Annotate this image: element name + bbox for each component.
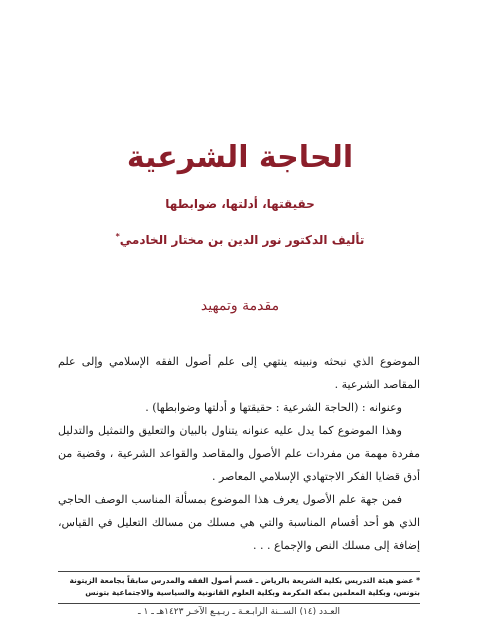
paragraph: فمن جهة علم الأصول يعرف هذا الموضوع بمسألة المناسب الوصف الحاجي الذي هو أحد أقسام المناسبة والتي هي مسلك من مسالك التعليل في القياس، إضافة إلى مسلك النص والإجماع . . . xyxy=(58,493,420,552)
paragraph: وعنوانه : (الحاجة الشرعية : حقيقتها و أدلتها وضوابطها) . xyxy=(145,401,402,414)
author-name: تأليف الدكتور نور الدين بن مختار الخادمي xyxy=(119,233,365,247)
body-text xyxy=(58,350,420,557)
page-footer: العـدد (١٤) الســنة الرابـعـة ـ ربـيـع الآخـر ١٤٢٣هـ ـ ١ ـ xyxy=(138,607,340,617)
footnote: * عضو هيئة التدريس بكلية الشريعة بالرياض ـ قسم أصول الفقه والمدرس سابقاً بجامعة الزيتونة بتونس، وبكلية المعلمين بمكة المكرمة وبكلية العلوم القانونية والسياسية والاجتماعية بتونس xyxy=(69,576,420,597)
paragraph: الموضوع الذي نبحثه ونبينه ينتهي إلى علم أصول الفقه الإسلامي وإلى علم المقاصد الشرعية . xyxy=(58,355,420,391)
section-heading: مقدمة وتمهيد xyxy=(200,298,280,314)
document-title: الحاجة الشرعية xyxy=(126,140,354,175)
author-footnote-mark: * xyxy=(115,232,120,241)
document-subtitle: حقيقتها، أدلتها، ضوابطها xyxy=(165,197,315,211)
paragraph: وهذا الموضوع كما يدل عليه عنوانه يتناول بالبيان والتعليق والتمثيل والتدليل مفردة مهمة من مفردات علم الأصول والمقاصد والقواعد الشرعية ، وقضية من أدق قضايا الفكر الاجتهادي الإسلامي المعاصر . xyxy=(58,424,420,483)
author-line xyxy=(0,232,480,247)
footnote-divider xyxy=(58,571,420,572)
footer-divider xyxy=(58,603,420,604)
